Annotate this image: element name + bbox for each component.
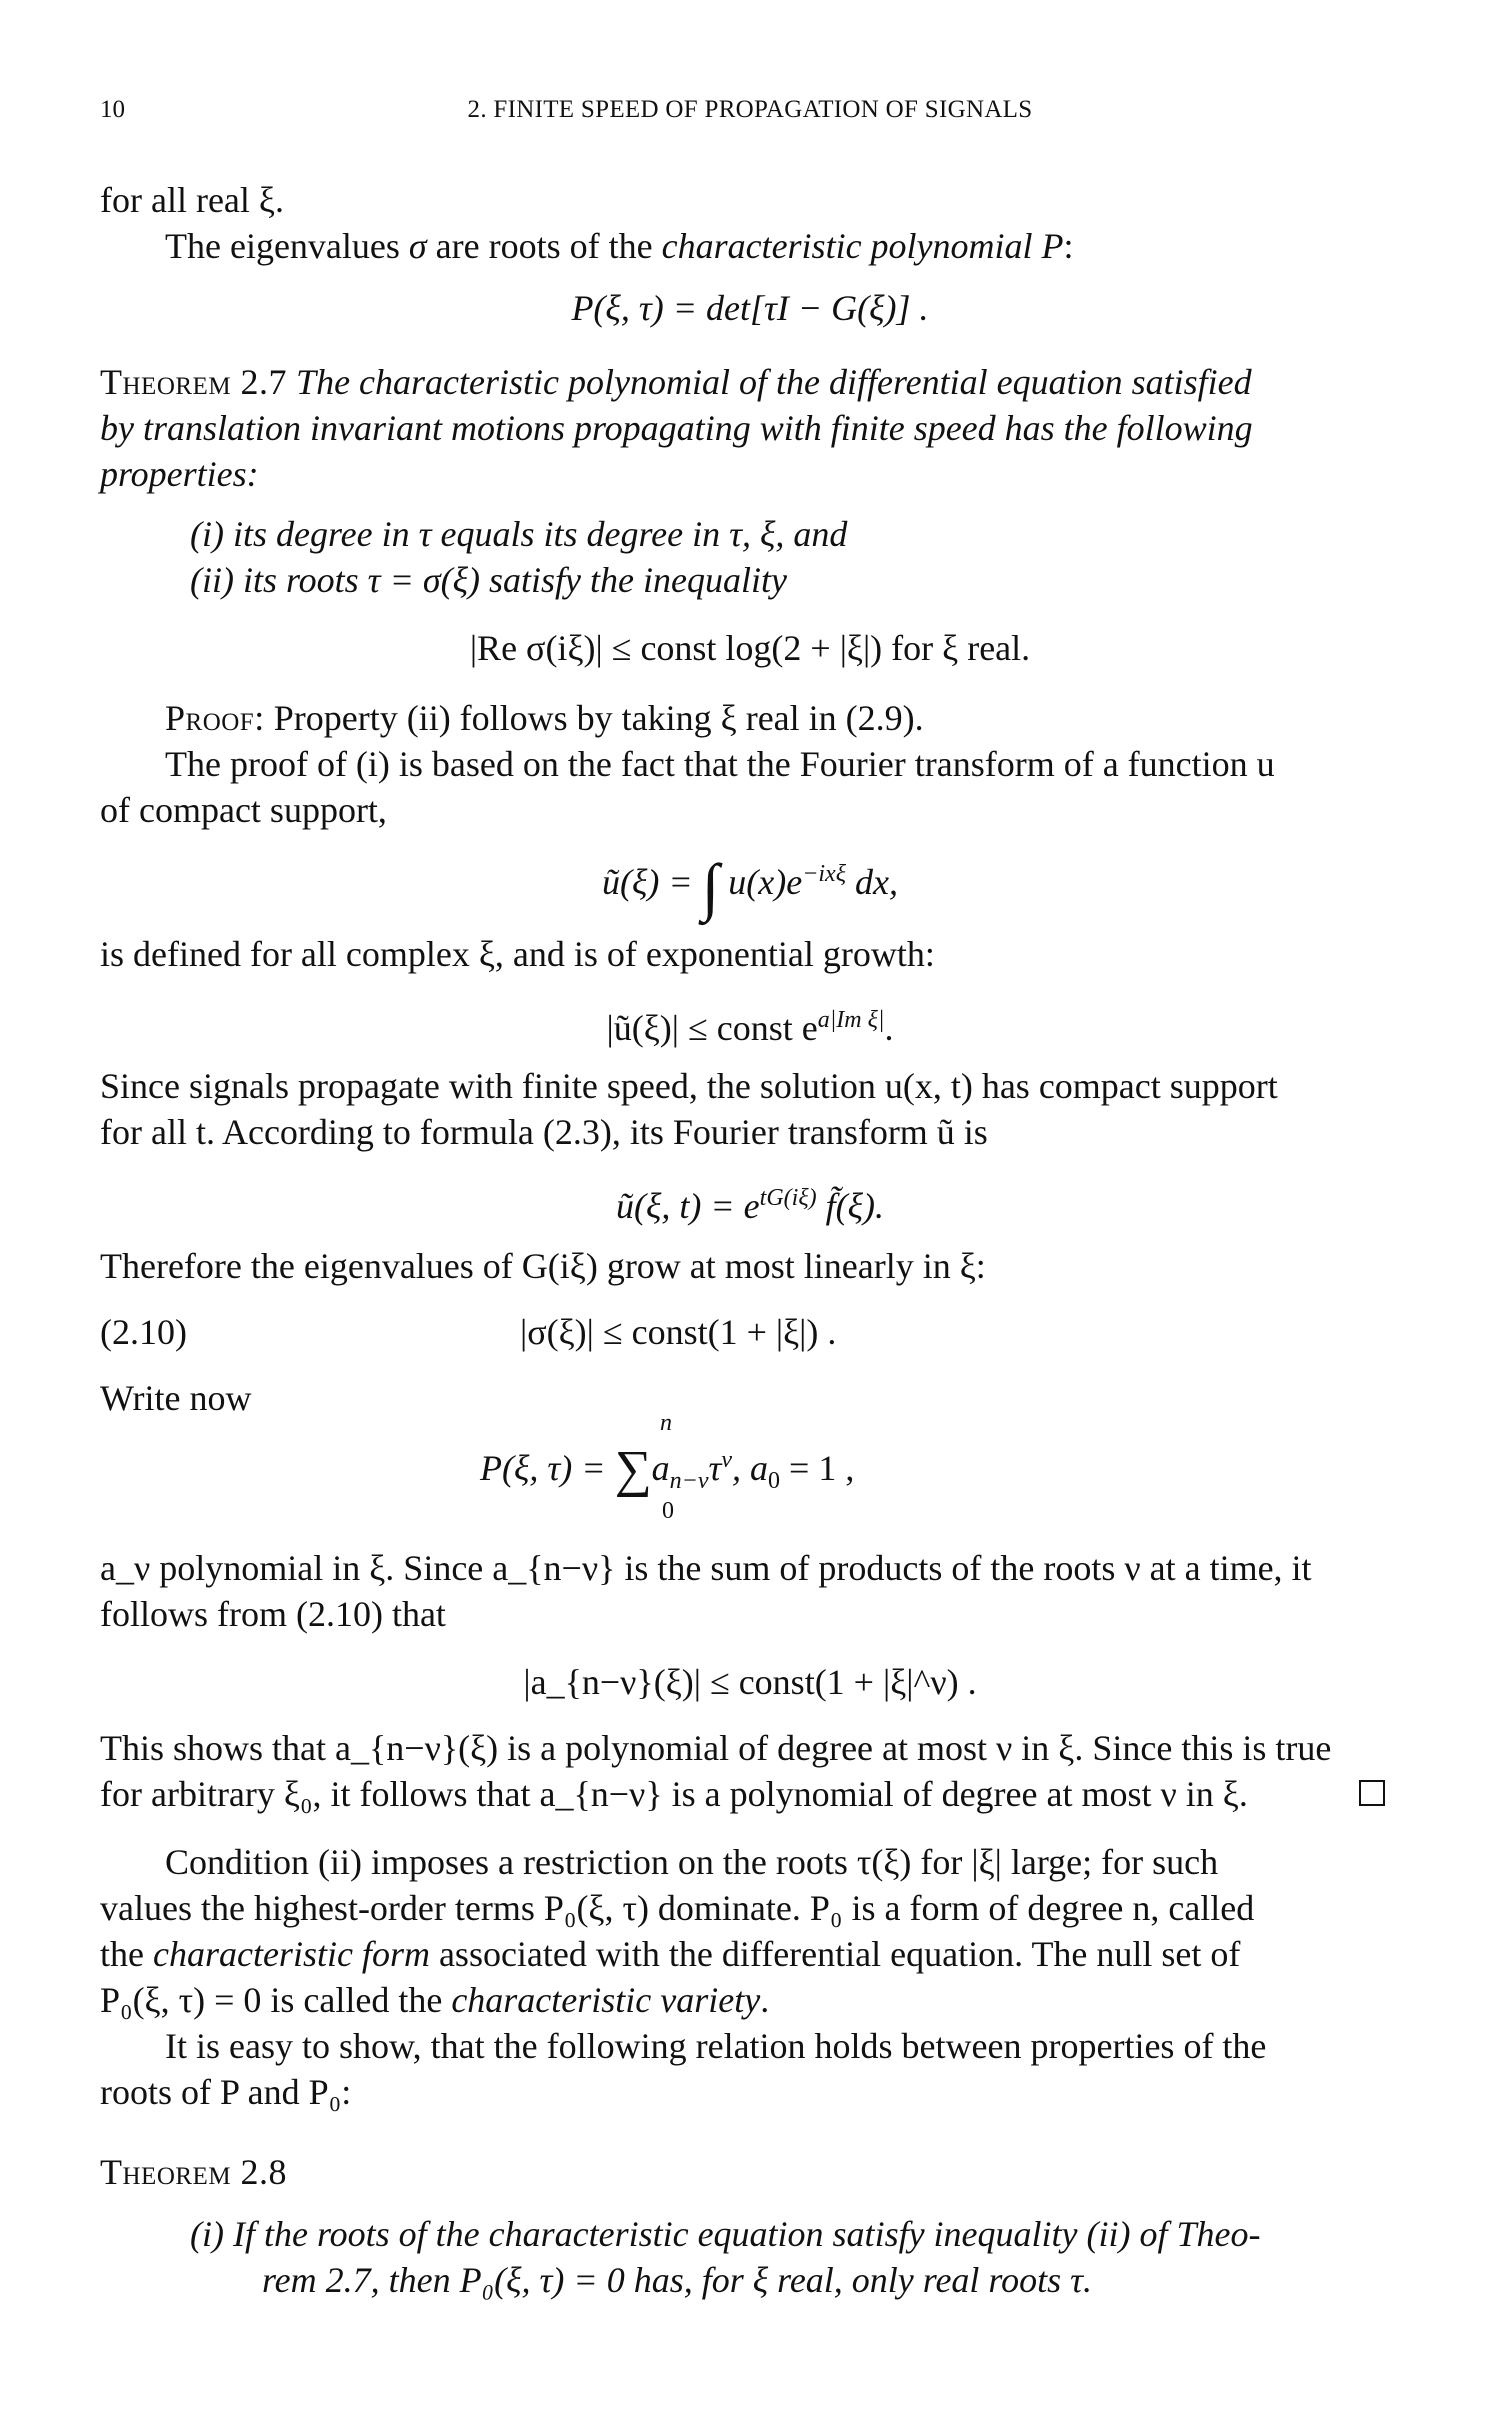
page-number: 10 — [100, 96, 125, 123]
text-line: for all real ξ. — [100, 180, 284, 220]
equation-characteristic-polynomial: P(ξ, τ) = det[τI − G(ξ)] . — [571, 288, 929, 328]
proof-label: Proof: — [165, 698, 265, 738]
text-line: for arbitrary ξ₀, it follows that a_{n−ν} is a polynomial of degree at most ν in ξ. — [100, 1774, 1248, 1814]
text-line: follows from (2.10) that — [100, 1594, 446, 1634]
equation-2-10: (2.10) |σ(ξ)| ≤ const(1 + |ξ|) . — [100, 1312, 837, 1352]
sum-lower-limit: 0 — [662, 1498, 674, 1524]
theorem-item-ii: (ii) its roots τ = σ(ξ) satisfy the inequality — [190, 560, 787, 600]
text-line: of compact support, — [100, 790, 387, 830]
text-line: Therefore the eigenvalues of G(iξ) grow at most linearly in ξ: — [100, 1246, 986, 1286]
text-line: Condition (ii) imposes a restriction on the roots τ(ξ) for |ξ| large; for such — [165, 1842, 1219, 1882]
integral-sign: ∫ — [701, 851, 720, 922]
equation-number: (2.10) — [100, 1312, 187, 1352]
theorem-2-8-label: Theorem 2.8 — [100, 2152, 288, 2192]
text-line: is defined for all complex ξ, and is of exponential growth: — [100, 934, 935, 974]
theorem-2-8-item-i: (i) If the roots of the characteristic equation satisfy inequality (ii) of Theo- — [190, 2214, 1261, 2254]
running-title: 2. FINITE SPEED OF PROPAGATION OF SIGNALS — [467, 96, 1033, 123]
text-line: for all t. According to formula (2.3), its Fourier transform ũ is — [100, 1112, 988, 1152]
theorem-2-8-item-i-cont: rem 2.7, then P₀(ξ, τ) = 0 has, for ξ real, only real roots τ. — [262, 2260, 1093, 2300]
text-line: This shows that a_{n−ν}(ξ) is a polynomial of degree at most ν in ξ. Since this is true — [100, 1728, 1332, 1768]
equation-solution-transform: ũ(ξ, $t) = e^{tG(i\xi)}$ f̃(ξ). — [615, 1185, 884, 1226]
theorem-2-7-line: Theorem 2.7 The characteristic polynomial of the differential equation satisfied — [100, 362, 1252, 402]
text-line: the characteristic form associated with the differential equation. The null set of — [100, 1934, 1241, 1974]
equation-polynomial-sum: n P(ξ, $\tau) = \sum a_{n-\nu}\tau^\nu$, $a_0 = 1$ , 0 — [480, 1410, 855, 1524]
sum-upper-limit: n — [660, 1410, 672, 1436]
equation-exponential-growth: |ũ(ξ)| ≤ const $e^{a|Im \xi|}$. — [606, 1007, 894, 1048]
text-line: roots of P and P₀: — [100, 2072, 352, 2112]
page-header — [100, 96, 1400, 136]
text-line: values the highest-order terms P₀(ξ, τ) dominate. P₀ is a form of degree n, called — [100, 1888, 1255, 1928]
text-line: P₀(ξ, τ) = 0 is called the characteristic variety. — [100, 1980, 770, 2020]
theorem-item-i: (i) its degree in τ equals its degree in τ, ξ, and — [190, 514, 848, 554]
text-line: The proof of (i) is based on the fact that the Fourier transform of a function u — [165, 744, 1275, 784]
qed-square-icon — [1359, 1780, 1385, 1806]
proof-line: Proof: Property (ii) follows by taking ξ real in (2.9). — [165, 698, 924, 738]
equation-inequality: |Re σ(iξ)| ≤ const log(2 + |ξ|) for ξ real. — [469, 628, 1031, 668]
text-line: a_ν polynomial in ξ. Since a_{n−ν} is the sum of products of the roots ν at a time, it — [100, 1548, 1312, 1588]
text-line: The eigenvalues σ are roots of the characteristic polynomial P: — [165, 226, 1074, 266]
theorem-2-7-line: by translation invariant motions propagating with finite speed has the following — [100, 408, 1253, 448]
equation-fourier-transform: ũ(ξ) = ∫ $u(x)e^{-ix\xi}$ dx, — [602, 851, 898, 922]
theorem-label: Theorem 2.7 — [100, 362, 288, 402]
text-line: Since signals propagate with finite speed, the solution u(x, t) has compact support — [100, 1066, 1278, 1106]
equation-coefficient-bound: |a_{n−ν}(ξ)| ≤ const(1 + |ξ|^ν) . — [523, 1662, 977, 1702]
text-line: It is easy to show, that the following relation holds between properties of the — [165, 2026, 1267, 2066]
theorem-2-7-line: properties: — [100, 454, 259, 494]
text-line: Write now — [100, 1378, 252, 1418]
summation-sign: ∑ — [614, 1441, 652, 1498]
